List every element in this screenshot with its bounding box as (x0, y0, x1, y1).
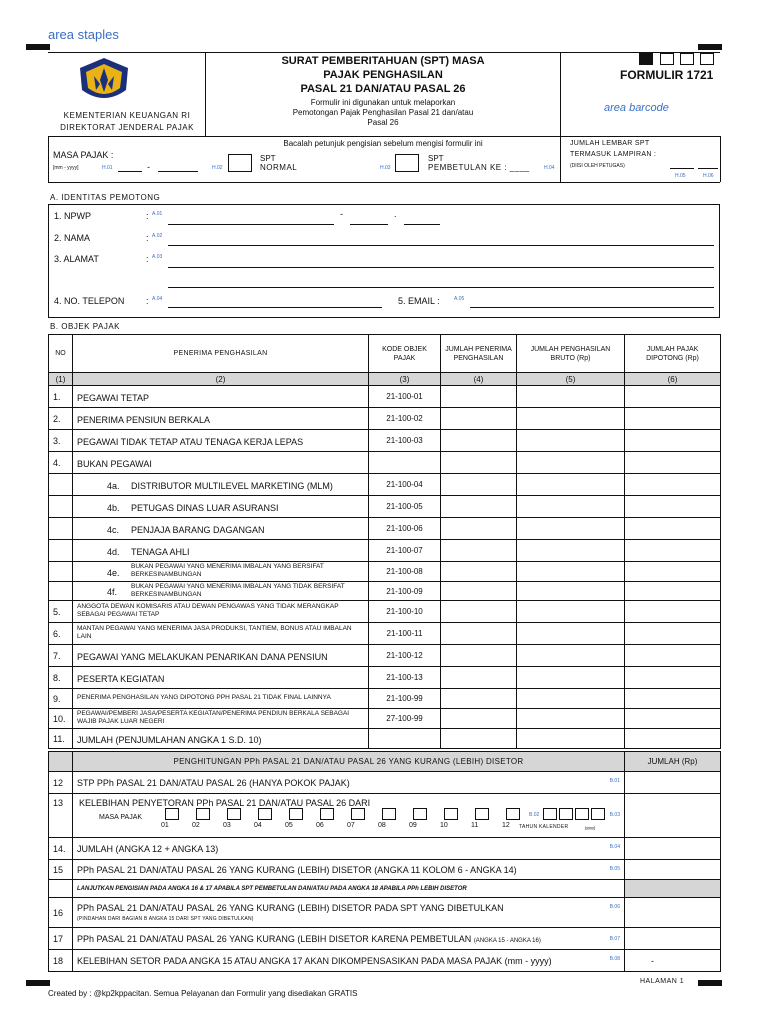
tag-h03: H.03 (380, 165, 391, 171)
row-kode: 21-100-13 (369, 667, 441, 689)
npwp-sep-1: - (340, 209, 343, 219)
row-bruto[interactable] (517, 408, 625, 430)
npwp-sep-2: . (394, 209, 397, 219)
row-no: 4. (49, 452, 73, 474)
table-row (49, 452, 721, 474)
row-sub-no: 4e. (107, 567, 120, 578)
masa-pajak-label: MASA PAJAK : (53, 150, 114, 160)
row-17-no: 17 (49, 928, 73, 950)
row-penerima-text: BUKAN PEGAWAI YANG MENERIMA IMBALAN YANG BERSIFAT BERKESINAMBUNGAN (131, 563, 324, 579)
tag-b05: B.05 (609, 866, 620, 872)
row-bruto[interactable] (517, 729, 625, 749)
form-desc-1: Formulir ini digunakan untuk melaporkan (310, 98, 456, 107)
row-kode: 21-100-12 (369, 645, 441, 667)
telepon-colon: : (146, 296, 149, 306)
tag-a04: A.04 (152, 296, 163, 302)
table-row (49, 562, 721, 582)
npwp-label: 1. NPWP (54, 211, 92, 221)
month-label: 04 (254, 822, 262, 829)
jumlah-lembar-label-2: TERMASUK LAMPIRAN : (570, 151, 657, 158)
row-penerima (73, 386, 369, 408)
row-pajak-dipotong[interactable] (625, 496, 721, 518)
kemenkeu-logo (76, 56, 132, 108)
row-sub-no: 4c. (107, 524, 120, 535)
tag-b03: B.03 (609, 812, 620, 818)
tag-h06: H.06 (703, 173, 714, 179)
row-18-text: KELEBIHAN SETOR PADA ANGKA 15 ATAU ANGKA 17 AKAN DIKOMPENSASIKAN PADA MASA PAJAK (mm - yyyy) (77, 955, 552, 966)
row-penerima (73, 408, 369, 430)
col-index: (3) (369, 373, 441, 386)
table-row (49, 623, 721, 645)
jumlah-lembar-label-1: JUMLAH LEMBAR SPT (570, 140, 650, 147)
tag-b08: B.08 (609, 956, 620, 962)
row-sub-no: 4d. (107, 546, 120, 557)
month-label: 02 (192, 822, 200, 829)
row-13-value[interactable] (625, 794, 721, 838)
month-label: 01 (161, 822, 169, 829)
row-penerima (73, 623, 369, 645)
col-no-header: NO (49, 335, 73, 373)
month-label: 12 (502, 822, 510, 829)
spt-pembetulan-checkbox[interactable] (395, 154, 419, 172)
table-row (49, 518, 721, 540)
row-pajak-dipotong[interactable] (625, 667, 721, 689)
lembar-field-1[interactable] (670, 168, 694, 169)
row-18-no: 18 (49, 950, 73, 972)
row-penerima (73, 729, 369, 749)
row-penerima (73, 645, 369, 667)
pembetulan-note: LANJUTKAN PENGISIAN PADA ANGKA 16 & 17 APABILA SPT PEMBETULAN DAN/ATAU PADA ANGKA 18 APABILA PPh LEBIH DISETOR (73, 880, 625, 898)
area-staples-label: area staples (48, 27, 119, 42)
row-kode: 21-100-01 (369, 386, 441, 408)
row-bruto[interactable] (517, 709, 625, 729)
npwp-field-3[interactable] (404, 224, 440, 225)
row-bruto[interactable] (517, 689, 625, 709)
row-bruto[interactable] (517, 518, 625, 540)
row-bruto[interactable] (517, 430, 625, 452)
penghitungan-table (48, 751, 721, 972)
npwp-field-1[interactable] (168, 224, 334, 225)
col-index: (2) (73, 373, 369, 386)
row-no: 10. (49, 709, 73, 729)
nama-field[interactable] (168, 245, 714, 246)
form-box (680, 53, 694, 65)
row-penerima (73, 582, 369, 601)
row-pajak-dipotong[interactable] (625, 689, 721, 709)
penghitungan-header: PENGHITUNGAN PPh PASAL 21 DAN/ATAU PASAL 26 YANG KURANG (LEBIH) DISETOR (73, 752, 625, 772)
row-12-text: STP PPh PASAL 21 DAN/ATAU PASAL 26 (HANYA POKOK PAJAK) (77, 777, 350, 788)
row-12-no: 12 (49, 772, 73, 794)
row-jumlah-penerima[interactable] (441, 496, 517, 518)
row-jumlah-penerima[interactable] (441, 582, 517, 601)
row-bruto[interactable] (517, 452, 625, 474)
row-bruto[interactable] (517, 540, 625, 562)
row-pajak-dipotong[interactable] (625, 729, 721, 749)
row-kode: 21-100-05 (369, 496, 441, 518)
row-kode: 21-100-99 (369, 689, 441, 709)
row-no: 2. (49, 408, 73, 430)
spt-normal-label-1: SPT (260, 154, 276, 163)
row-bruto[interactable] (517, 645, 625, 667)
form-desc-2: Pemotongan Pajak Penghasilan Pasal 21 dan/atau (292, 108, 474, 117)
tahun-box[interactable] (559, 808, 573, 820)
col-index: (1) (49, 373, 73, 386)
ministry-name: KEMENTERIAN KEUANGAN RI (63, 111, 191, 120)
row-kode: 21-100-06 (369, 518, 441, 540)
row-bruto[interactable] (517, 496, 625, 518)
row-kode: 21-100-11 (369, 623, 441, 645)
row-jumlah-penerima[interactable] (441, 474, 517, 496)
col-penerima-header: PENERIMA PENGHASILAN (73, 335, 369, 373)
identitas-pemotong-box (48, 204, 720, 318)
row-15-text: PPh PASAL 21 DAN/ATAU PASAL 26 YANG KURANG (LEBIH) DISETOR (ANGKA 11 KOLOM 6 - ANGKA 14) (77, 864, 517, 875)
form-name: FORMULIR 1721 (620, 68, 714, 82)
row-sub-no: 4a. (107, 480, 120, 491)
row-kode: 21-100-09 (369, 582, 441, 601)
tag-b04: B.04 (609, 844, 620, 850)
row-kode: 21-100-07 (369, 540, 441, 562)
row-jumlah-penerima[interactable] (441, 623, 517, 645)
row-penerima-text: ANGGOTA DEWAN KOMISARIS ATAU DEWAN PENGAWAS YANG TIDAK MERANGKAP SEBAGAI PEGAWAI TETAP (77, 603, 339, 619)
row-penerima (73, 709, 369, 729)
table-row (49, 386, 721, 408)
row-jumlah-penerima[interactable] (441, 408, 517, 430)
row-penerima-text: PENERIMA PENSIUN BERKALA (77, 414, 211, 425)
row-penerima (73, 562, 369, 582)
row-penerima-text: PEGAWAI TETAP (77, 392, 150, 403)
row-17-text: PPh PASAL 21 DAN/ATAU PASAL 26 YANG KURANG (LEBIH DISETOR KARENA PEMBETULAN (77, 933, 472, 944)
tag-a02: A.02 (152, 233, 163, 239)
row-pajak-dipotong[interactable] (625, 540, 721, 562)
table-row (49, 601, 721, 623)
row-pajak-dipotong[interactable] (625, 645, 721, 667)
row-penerima (73, 430, 369, 452)
row-pajak-dipotong[interactable] (625, 562, 721, 582)
row-no: 8. (49, 667, 73, 689)
masa-year-field[interactable] (158, 171, 198, 172)
row-kode: 21-100-04 (369, 474, 441, 496)
row-jumlah-penerima[interactable] (441, 562, 517, 582)
telepon-label: 4. NO. TELEPON (54, 296, 125, 306)
row-jumlah-penerima[interactable] (441, 689, 517, 709)
row-13-no: 13 (49, 794, 73, 838)
row-kode: 21-100-03 (369, 430, 441, 452)
row-penerima-text: PESERTA KEGIATAN (77, 673, 165, 684)
row-penerima (73, 689, 369, 709)
row-kode: 21-100-02 (369, 408, 441, 430)
row-penerima-text: PEGAWAI/PEMBERI JASA/PESERTA KEGIATAN/PENERIMA PENDIUN BERKALA SEBAGAI WAJIB PAJAK LUAR NEGERI (77, 710, 350, 726)
row-penerima (73, 601, 369, 623)
row-penerima-text: PEGAWAI TIDAK TETAP ATAU TENAGA KERJA LEPAS (77, 436, 304, 447)
month-label: 09 (409, 822, 417, 829)
row-pajak-dipotong[interactable] (625, 709, 721, 729)
tag-b07: B.07 (609, 936, 620, 942)
month-checkbox[interactable] (351, 808, 365, 820)
row-jumlah-penerima[interactable] (441, 601, 517, 623)
objek-pajak-table (48, 334, 721, 749)
tag-a03: A.03 (152, 254, 163, 260)
table-row (49, 496, 721, 518)
tag-b06: B.06 (609, 904, 620, 910)
alamat-colon: : (146, 254, 149, 264)
row-pajak-dipotong[interactable] (625, 582, 721, 601)
row-penerima-text: BUKAN PEGAWAI (77, 458, 152, 469)
tag-b02: B.02 (529, 812, 540, 818)
row-bruto[interactable] (517, 623, 625, 645)
masa-pajak-label-13: MASA PAJAK (99, 814, 143, 821)
col-index: (6) (625, 373, 721, 386)
col-bruto-header: JUMLAH PENGHASILAN BRUTO (Rp) (517, 335, 625, 373)
instruction-text: Bacalah petunjuk pengisian sebelum mengisi formulir ini (283, 139, 483, 148)
table-row (49, 430, 721, 452)
row-no (49, 496, 73, 518)
month-checkbox[interactable] (320, 808, 334, 820)
row-penerima-text: DISTRIBUTOR MULTILEVEL MARKETING (MLM) (131, 480, 333, 491)
row-no: 5. (49, 601, 73, 623)
month-checkbox[interactable] (413, 808, 427, 820)
section-b-title: B. OBJEK PAJAK (50, 322, 120, 331)
row-jumlah-penerima[interactable] (441, 540, 517, 562)
email-field[interactable] (470, 307, 714, 308)
telepon-field[interactable] (168, 307, 382, 308)
tahun-box[interactable] (591, 808, 605, 820)
tag-h02: H.02 (212, 165, 223, 171)
month-checkbox[interactable] (475, 808, 489, 820)
form-desc-3: Pasal 26 (367, 118, 399, 127)
row-penerima (73, 667, 369, 689)
form-box (700, 53, 714, 65)
month-label: 11 (471, 822, 479, 829)
row-14-no: 14. (49, 838, 73, 860)
row-pajak-dipotong[interactable] (625, 430, 721, 452)
row-17-small: (ANGKA 15 - ANGKA 16) (473, 937, 541, 944)
col-index: (4) (441, 373, 517, 386)
row-jumlah-penerima[interactable] (441, 430, 517, 452)
row-penerima-text: MANTAN PEGAWAI YANG MENERIMA JASA PRODUKSI, TANTIEM, BONUS ATAU IMBALAN LAIN (77, 625, 352, 641)
alamat-field-2[interactable] (168, 287, 714, 288)
table-row (49, 408, 721, 430)
table-row (49, 582, 721, 601)
spt-normal-checkbox[interactable] (228, 154, 252, 172)
row-14-text: JUMLAH (ANGKA 12 + ANGKA 13) (77, 843, 219, 854)
tag-h01: H.01 (102, 165, 113, 171)
month-checkbox[interactable] (444, 808, 458, 820)
table-row (49, 709, 721, 729)
row-18-dash: - (651, 956, 654, 966)
row-pajak-dipotong[interactable] (625, 474, 721, 496)
form-box (660, 53, 674, 65)
tag-a05: A.05 (454, 296, 465, 302)
month-label: 05 (285, 822, 293, 829)
nama-colon: : (146, 233, 149, 243)
row-jumlah-penerima[interactable] (441, 667, 517, 689)
row-kode: 27-100-99 (369, 709, 441, 729)
row-sub-no: 4f. (107, 587, 118, 597)
row-penerima (73, 518, 369, 540)
form-title-2: PAJAK PENGHASILAN (323, 69, 443, 81)
halaman-label: HALAMAN 1 (640, 978, 685, 985)
col-kode-header: KODE OBJEK PAJAK (369, 335, 441, 373)
month-label: 03 (223, 822, 231, 829)
row-sub-no: 4b. (107, 502, 120, 513)
tahun-kalender-label: TAHUN KALENDER (519, 824, 569, 830)
col-index: (5) (517, 373, 625, 386)
row-pajak-dipotong[interactable] (625, 601, 721, 623)
table-row (49, 645, 721, 667)
row-penerima-text: PETUGAS DINAS LUAR ASURANSI (131, 502, 279, 513)
area-barcode-label: area barcode (604, 102, 669, 114)
row-17-value[interactable] (625, 928, 721, 950)
row-18-value[interactable] (625, 950, 721, 972)
row-16-subtext: (PINDAHAN DARI BAGIAN B ANGKA 15 DARI SPT YANG DIBETULKAN) (77, 916, 254, 922)
row-no (49, 518, 73, 540)
email-label: 5. EMAIL : (398, 296, 440, 306)
col-jumlah-header: JUMLAH PENERIMA PENGHASILAN (441, 335, 517, 373)
row-pajak-dipotong[interactable] (625, 386, 721, 408)
row-penerima (73, 474, 369, 496)
row-15-value[interactable] (625, 860, 721, 880)
yyyy-label: [yyyy] (585, 825, 596, 830)
row-penerima (73, 496, 369, 518)
month-checkbox[interactable] (165, 808, 179, 820)
row-jumlah-penerima[interactable] (441, 729, 517, 749)
row-penerima-text: PEGAWAI YANG MELAKUKAN PENARIKAN DANA PENSIUN (77, 651, 328, 662)
row-no (49, 562, 73, 582)
row-pajak-dipotong[interactable] (625, 518, 721, 540)
row-no: 7. (49, 645, 73, 667)
row-jumlah-penerima[interactable] (441, 518, 517, 540)
row-bruto[interactable] (517, 667, 625, 689)
row-jumlah-penerima[interactable] (441, 452, 517, 474)
form-title-1: SURAT PEMBERITAHUAN (SPT) MASA (281, 55, 485, 67)
masa-dash: - (147, 162, 150, 172)
row-no: 6. (49, 623, 73, 645)
row-kode: 21-100-10 (369, 601, 441, 623)
row-no: 9. (49, 689, 73, 709)
row-pajak-dipotong[interactable] (625, 452, 721, 474)
corner-marker-right (698, 44, 722, 50)
npwp-field-2[interactable] (350, 224, 388, 225)
spt-pembetulan-label-2: PEMBETULAN KE : ____ (428, 163, 530, 172)
row-no: 1. (49, 386, 73, 408)
row-no (49, 474, 73, 496)
npwp-colon: : (146, 211, 149, 221)
row-bruto[interactable] (517, 601, 625, 623)
row-16-no: 16 (49, 898, 73, 928)
footer-created-by: Created by : @kp2kppacitan. Semua Pelayanan dan Formulir yang disediakan GRATIS (48, 989, 358, 998)
corner-marker-bottom-right (698, 980, 722, 986)
corner-marker-left (26, 44, 50, 50)
nama-label: 2. NAMA (54, 233, 91, 243)
tag-a01: A.01 (152, 211, 163, 217)
month-checkbox[interactable] (506, 808, 520, 820)
row-14-value[interactable] (625, 838, 721, 860)
row-penerima-text: PENJAJA BARANG DAGANGAN (131, 524, 265, 535)
month-label: 07 (347, 822, 355, 829)
row-penerima-text: PENERIMA PENGHASILAN YANG DIPOTONG PPH PASAL 21 TIDAK FINAL LAINNYA (77, 694, 331, 702)
form-box-filled (639, 53, 653, 65)
month-label: 08 (378, 822, 386, 829)
tahun-box[interactable] (543, 808, 557, 820)
row-penerima (73, 452, 369, 474)
col-pajak-header: JUMLAH PAJAK DIPOTONG (Rp) (625, 335, 721, 373)
row-15-no: 15 (49, 860, 73, 880)
tag-b01: B.01 (609, 778, 620, 784)
row-pajak-dipotong[interactable] (625, 623, 721, 645)
row-jumlah-penerima[interactable] (441, 645, 517, 667)
row-penerima (73, 540, 369, 562)
row-kode (369, 452, 441, 474)
month-checkbox[interactable] (227, 808, 241, 820)
alamat-field-1[interactable] (168, 267, 714, 268)
tag-h04: H.04 (544, 165, 555, 171)
alamat-label: 3. ALAMAT (54, 254, 99, 264)
month-checkbox[interactable] (289, 808, 303, 820)
row-no (49, 540, 73, 562)
row-penerima-text: BUKAN PEGAWAI YANG MENERIMA IMBALAN YANG TIDAK BERSIFAT BERKESINAMBUNGAN (131, 582, 345, 598)
section-a-title: A. IDENTITAS PEMOTONG (50, 193, 161, 202)
row-16-value[interactable] (625, 898, 721, 928)
month-checkbox[interactable] (258, 808, 272, 820)
row-16-text: PPh PASAL 21 DAN/ATAU PASAL 26 YANG KURANG (LEBIH) DISETOR PADA SPT YANG DIBETULKAN (77, 903, 504, 913)
tahun-box[interactable] (575, 808, 589, 820)
table-row (49, 474, 721, 496)
directorate-name: DIREKTORAT JENDERAL PAJAK (60, 123, 194, 132)
row-penerima-text: TENAGA AHLI (131, 546, 190, 557)
masa-pajak-format: [mm - yyyy] (53, 165, 79, 171)
row-penerima-text: JUMLAH (PENJUMLAHAN ANGKA 1 S.D. 10) (77, 734, 262, 745)
row-kode: 21-100-08 (369, 562, 441, 582)
row-pajak-dipotong[interactable] (625, 408, 721, 430)
row-no: 3. (49, 430, 73, 452)
month-checkbox[interactable] (382, 808, 396, 820)
row-no (49, 582, 73, 601)
row-13-text: KELEBIHAN PENYETORAN PPh PASAL 21 DAN/ATAU PASAL 26 DARI (79, 798, 371, 808)
table-row (49, 689, 721, 709)
form-title-3: PASAL 21 DAN/ATAU PASAL 26 (300, 83, 466, 95)
row-jumlah-penerima[interactable] (441, 709, 517, 729)
jumlah-rp-header: JUMLAH (Rp) (625, 752, 721, 772)
row-bruto[interactable] (517, 562, 625, 582)
row-jumlah-penerima[interactable] (441, 386, 517, 408)
month-label: 10 (440, 822, 448, 829)
spt-pembetulan-label-1: SPT (428, 154, 444, 163)
row-no: 11. (49, 729, 73, 749)
row-bruto[interactable] (517, 582, 625, 601)
masa-month-field[interactable] (118, 171, 142, 172)
diisi-petugas: (DIISI OLEH PETUGAS) (570, 163, 625, 169)
spt-normal-label-2: NORMAL (260, 163, 298, 172)
row-12-value[interactable] (625, 772, 721, 794)
row-bruto[interactable] (517, 474, 625, 496)
row-bruto[interactable] (517, 386, 625, 408)
month-checkbox[interactable] (196, 808, 210, 820)
month-label: 06 (316, 822, 324, 829)
table-row (49, 540, 721, 562)
table-row (49, 729, 721, 749)
tag-h05: H.05 (675, 173, 686, 179)
table-row (49, 667, 721, 689)
lembar-field-2[interactable] (698, 168, 718, 169)
corner-marker-bottom-left (26, 980, 50, 986)
row-kode (369, 729, 441, 749)
